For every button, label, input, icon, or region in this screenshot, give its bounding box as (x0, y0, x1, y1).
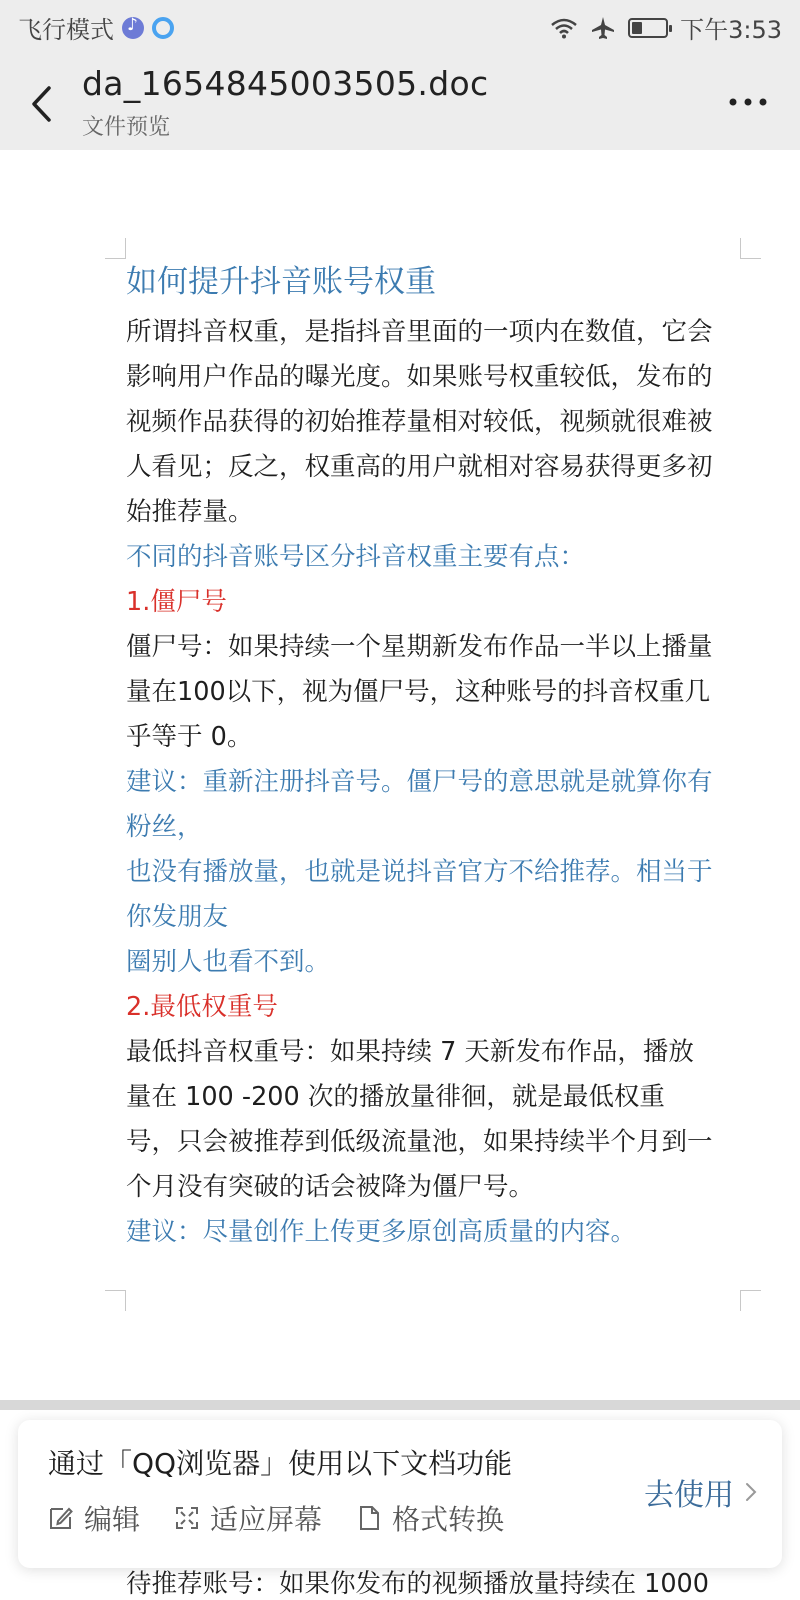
promo-feature-list (48, 1498, 504, 1538)
status-right (550, 10, 782, 45)
section-1-title: 1.僵尸号 (126, 587, 227, 617)
status-left (18, 10, 174, 45)
next-page-text-line: 待推荐账号：如果你发布的视频播放量持续在 1000 (126, 1569, 710, 1599)
paragraph-line: 量在100以下，视为僵尸号，这种账号的抖音权重几 (126, 677, 711, 707)
advice-line: 圈别人也看不到。 (126, 947, 331, 977)
document-icon (356, 1505, 382, 1531)
feature-edit[interactable] (48, 1498, 140, 1538)
document-page-content (126, 258, 746, 1255)
paragraph-line: 人看见；反之，权重高的用户就相对容易获得更多初 (126, 452, 713, 482)
music-app-icon (122, 17, 144, 39)
advice-line: 也没有播放量，也就是说抖音官方不给推荐。相当于 (126, 857, 713, 887)
chevron-right-icon (744, 1481, 758, 1503)
feature-fit-screen[interactable] (174, 1498, 322, 1538)
edit-icon (48, 1505, 74, 1531)
page-corner-mark-top-left (105, 238, 126, 259)
section-2-title: 2.最低权重号 (126, 992, 278, 1022)
promo-title: 通过「QQ浏览器」使用以下文档功能 (48, 1447, 513, 1480)
paragraph-line: 量在 100 -200 次的播放量徘徊，就是最低权重 (126, 1082, 665, 1112)
paragraph-line: 僵尸号：如果持续一个星期新发布作品一半以上播量 (126, 632, 713, 662)
more-dots-icon (726, 82, 770, 122)
advice-line: 建议：尽量创作上传更多原创高质量的内容。 (126, 1217, 637, 1247)
feature-fit-screen-label: 适应屏幕 (210, 1503, 323, 1536)
page-separator (0, 1400, 800, 1410)
go-use-button[interactable] (644, 1470, 758, 1514)
page-corner-mark-top-right (740, 238, 761, 259)
status-bar (0, 0, 800, 54)
feature-edit-label: 编辑 (84, 1503, 141, 1536)
title-bar (0, 54, 800, 150)
page-corner-mark-bottom-left (105, 1290, 126, 1311)
paragraph-line: 始推荐量。 (126, 497, 254, 527)
document-heading: 如何提升抖音账号权重 (126, 264, 436, 300)
clock-time: 下午3:53 (680, 16, 782, 44)
qq-browser-promo-card (18, 1420, 782, 1568)
qq-browser-icon (152, 17, 174, 39)
advice-line: 粉丝， (126, 812, 203, 842)
feature-format-convert[interactable] (356, 1498, 504, 1538)
airplane-icon (590, 15, 616, 41)
paragraph-line: 乎等于 0。 (126, 722, 253, 752)
document-file-name: da_1654845003505.doc (82, 64, 489, 103)
page-corner-mark-bottom-right (740, 1290, 761, 1311)
paragraph-line: 个月没有突破的话会被降为僵尸号。 (126, 1172, 535, 1202)
paragraph-line: 最低抖音权重号：如果持续 7 天新发布作品，播放 (126, 1037, 694, 1067)
battery-icon (628, 18, 668, 38)
advice-line: 你发朋友 (126, 902, 229, 932)
airplane-mode-label: 飞行模式 (18, 16, 114, 44)
chevron-left-icon (22, 74, 62, 134)
advice-line: 建议：重新注册抖音号。僵尸号的意思就是就算你有 (126, 767, 713, 797)
file-preview-label: 文件预览 (82, 115, 171, 140)
feature-format-convert-label: 格式转换 (392, 1503, 505, 1536)
fit-screen-icon (174, 1505, 200, 1531)
back-button[interactable] (22, 74, 62, 134)
paragraph-line: 视频作品获得的初始推荐量相对较低，视频就很难被 (126, 407, 713, 437)
paragraph-line: 所谓抖音权重，是指抖音里面的一项内在数值，它会 (126, 317, 713, 347)
wifi-icon (550, 17, 578, 39)
sub-heading: 不同的抖音账号区分抖音权重主要有点： (126, 542, 586, 572)
go-use-label: 去使用 (644, 1478, 734, 1513)
more-options-button[interactable] (726, 82, 770, 122)
paragraph-line: 影响用户作品的曝光度。如果账号权重较低，发布的 (126, 362, 713, 392)
paragraph-line: 号，只会被推荐到低级流量池，如果持续半个月到一 (126, 1127, 713, 1157)
